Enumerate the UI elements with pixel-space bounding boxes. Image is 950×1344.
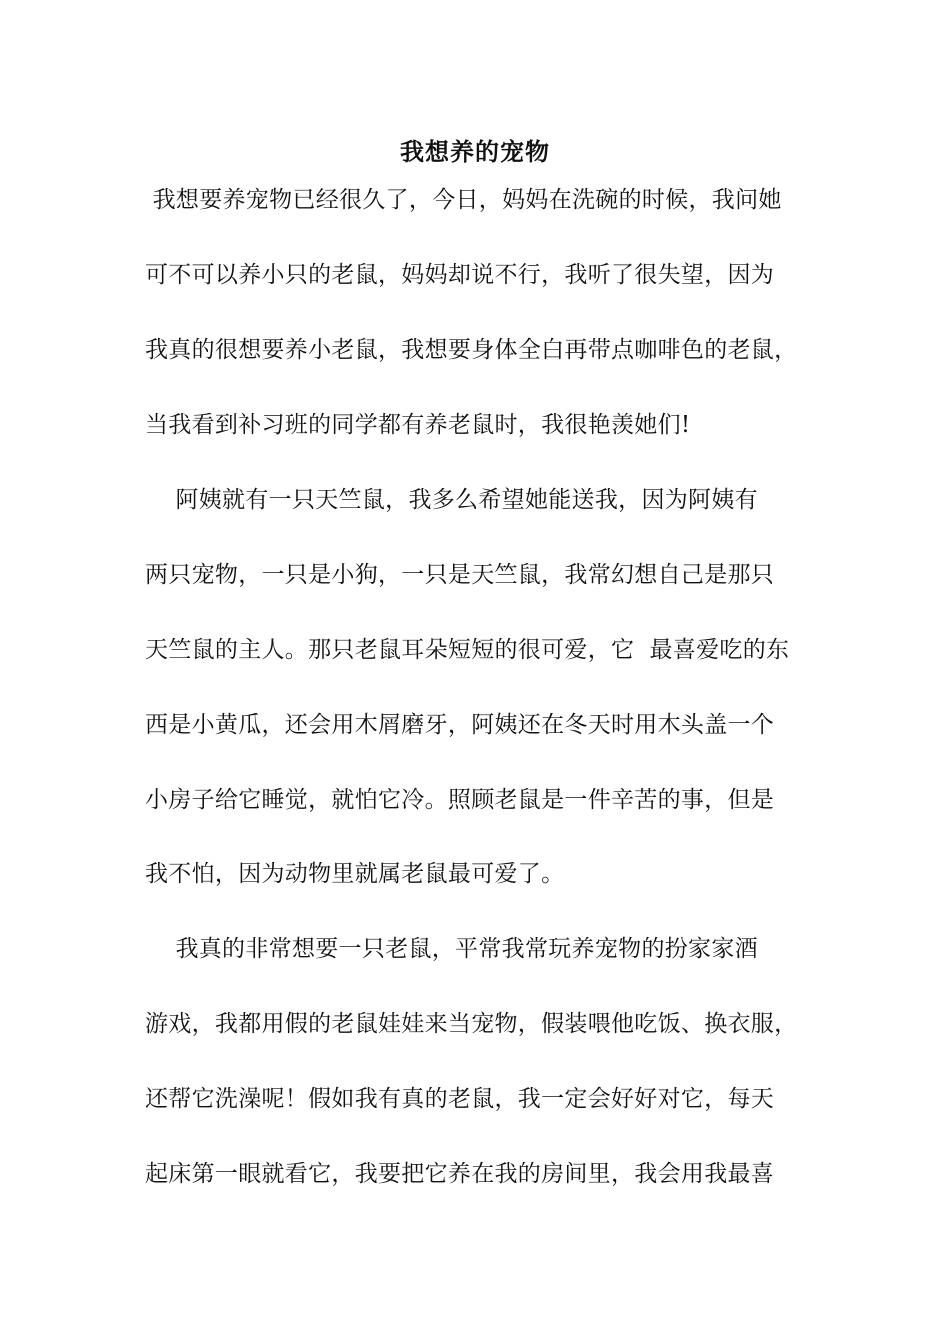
text-line-13: 还帮它洗澡呢！假如我有真的老鼠，我一定会好好对它，每天	[145, 1086, 775, 1112]
text-line-3: 我真的很想要养小老鼠，我想要身体全白再带点咖啡色的老鼠，	[145, 337, 798, 363]
text-line-1: 我想要养宠物已经很久了，今日，妈妈在洗碗的时候，我问她	[145, 187, 782, 213]
text-line-2: 可不可以养小只的老鼠，妈妈却说不行，我听了很失望，因为	[145, 262, 775, 288]
text-line-10: 我不怕，因为动物里就属老鼠最可爱了。	[145, 861, 565, 887]
text-line-12: 游戏，我都用假的老鼠娃娃来当宠物，假装喂他吃饭、换衣服，	[145, 1011, 798, 1037]
text-line-5: 阿姨就有一只天竺鼠，我多么希望她能送我，因为阿姨有	[145, 487, 758, 513]
text-line-9: 小房子给它睡觉，就怕它冷。照顾老鼠是一件辛苦的事，但是	[145, 787, 775, 813]
text-line-8: 西是小黄瓜，还会用木屑磨牙，阿姨还在冬天时用木头盖一个	[145, 712, 775, 738]
text-line-4: 当我看到补习班的同学都有养老鼠时，我很艳羡她们!	[145, 412, 691, 438]
document-title: 我想养的宠物	[400, 137, 550, 166]
text-line-7: 天竺鼠的主人。那只老鼠耳朵短短的很可爱，它 最喜爱吃的东	[145, 637, 790, 663]
text-line-6: 两只宠物，一只是小狗，一只是天竺鼠，我常幻想自己是那只	[145, 562, 775, 588]
text-line-11: 我真的非常想要一只老鼠，平常我常玩养宠物的扮家家酒	[145, 936, 758, 962]
text-line-14: 起床第一眼就看它，我要把它养在我的房间里，我会用我最喜	[145, 1161, 775, 1187]
